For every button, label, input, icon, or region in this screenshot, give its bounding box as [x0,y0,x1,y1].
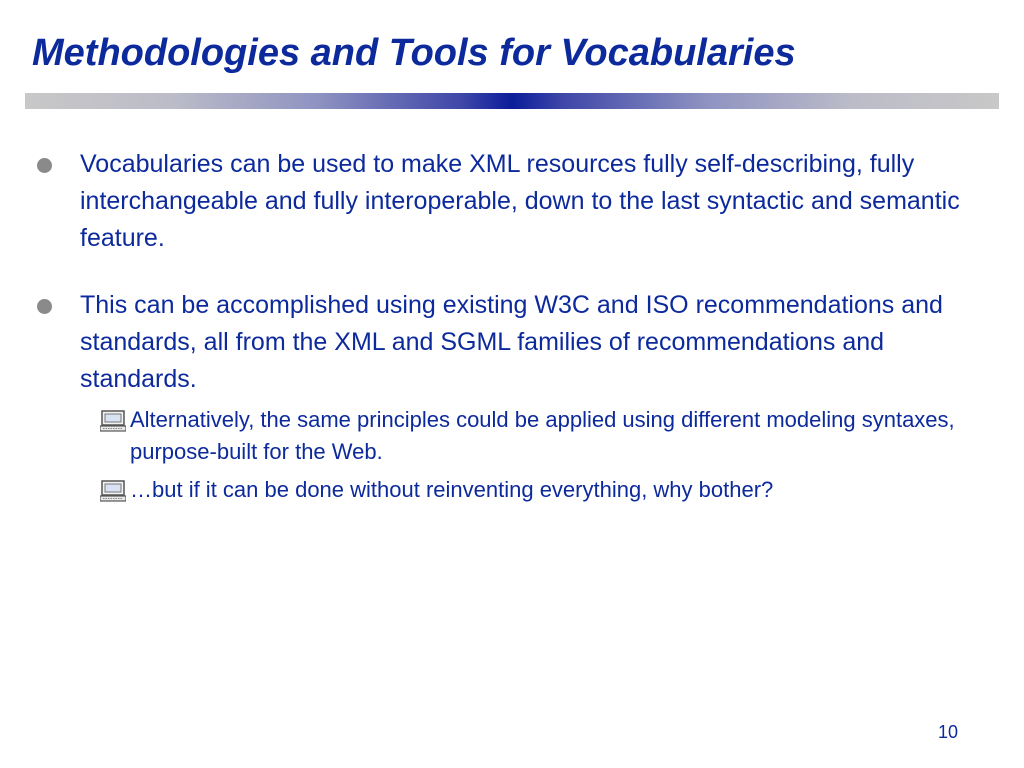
circle-bullet-icon [37,158,52,173]
sub-bullet-text: Alternatively, the same principles could be applied using different modeling syntaxes, purpose-built for the Web. [130,407,955,464]
bullet-item [32,146,992,257]
sub-bullet-item [100,474,992,506]
bullet-text: This can be accomplished using existing W3C and ISO recommendations and standards, all from the XML and SGML families of recommendations and standards. [80,291,943,393]
title-divider [25,93,999,109]
computer-icon [100,480,126,502]
circle-bullet-icon [37,299,52,314]
bullet-item [32,287,992,398]
page-number: 10 [937,722,958,742]
slide-title: Methodologies and Tools for Vocabularies [32,32,796,74]
computer-icon [100,410,126,432]
sub-bullet-text: …but if it can be done without reinventing everything, why bother? [130,477,774,502]
sub-bullet-list [100,404,992,506]
slide-content [32,146,992,512]
sub-bullet-item [100,404,992,468]
bullet-text: Vocabularies can be used to make XML resources fully self-describing, fully interchangeable and fully interoperable, down to the last syntactic and semantic feature. [80,150,960,252]
